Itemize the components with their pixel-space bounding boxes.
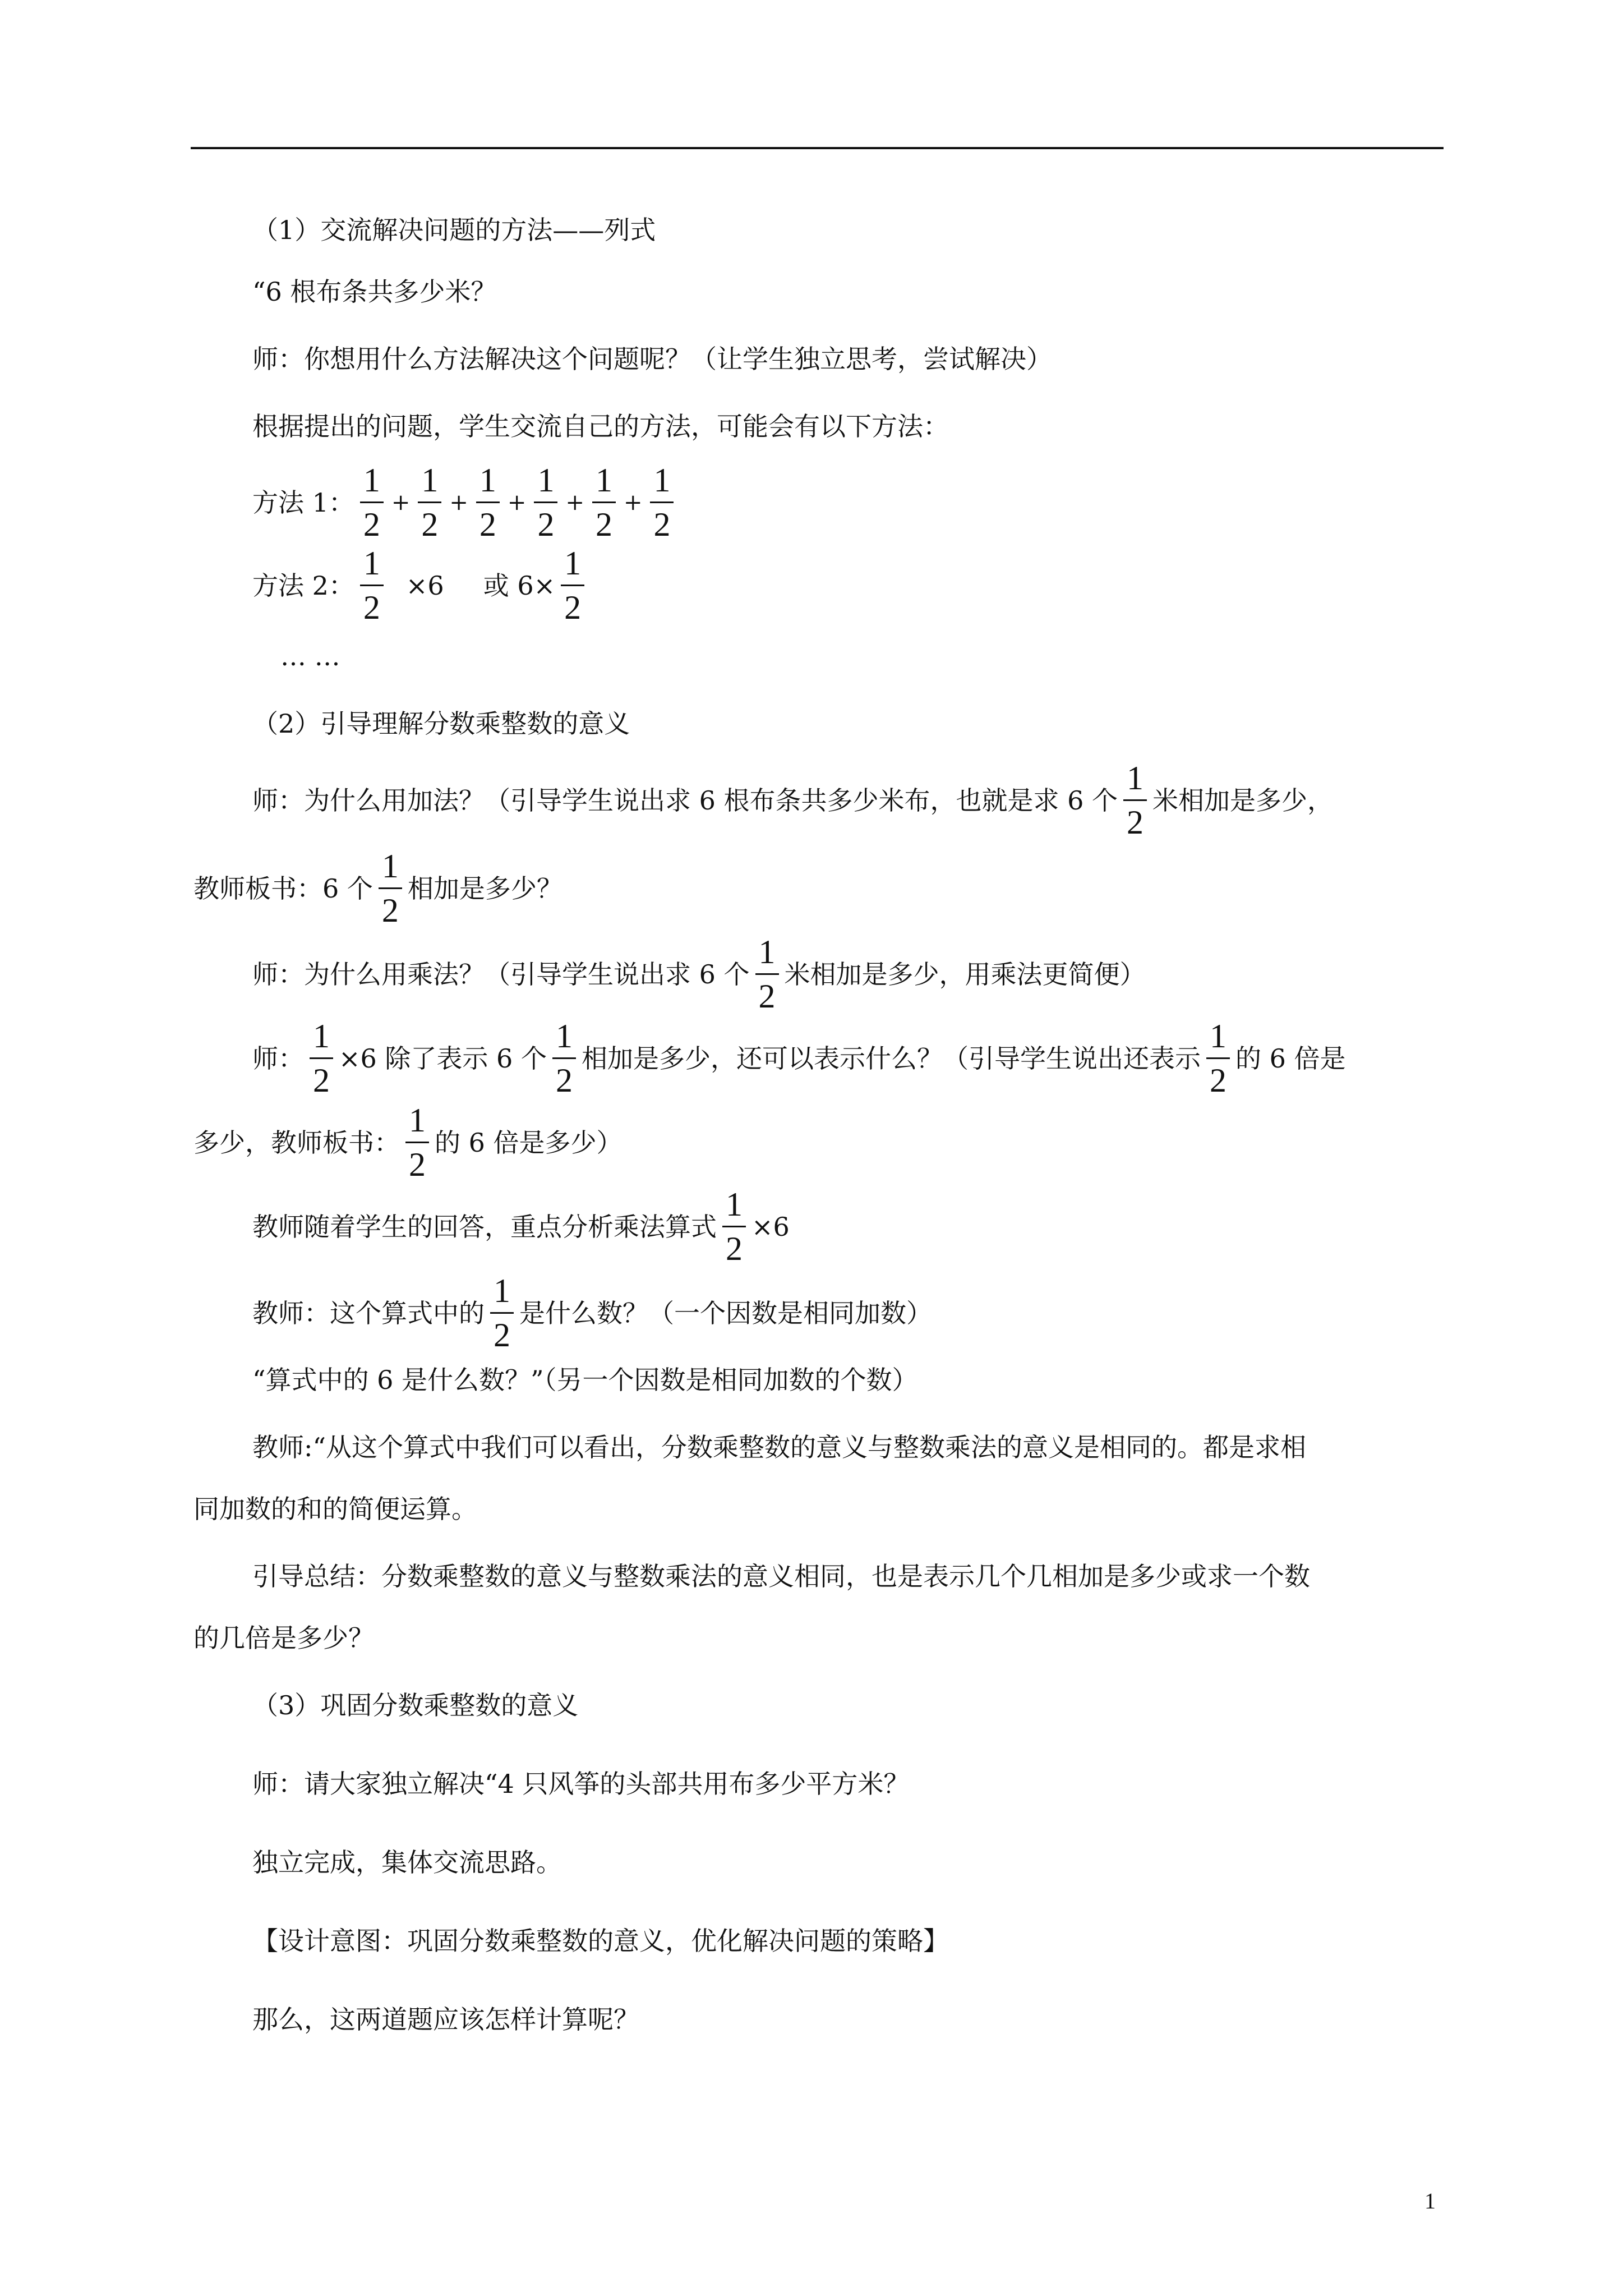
board-note-2: 多少，教师板书： $\frac{1}{2}$ 的 6 倍是多少） — [193, 1102, 623, 1183]
fraction-half: $\frac{1}{2}$ — [476, 463, 500, 541]
fraction-half: $\frac{1}{2}$ — [650, 463, 674, 541]
method-1: 方法 1： $\frac{1}{2}$ + $\frac{1}{2}$ + $\frac{1}{2}$ + $\frac{1}{2}$ + $\frac{1}{2}$ + $\frac{1}{2}$ — [252, 463, 679, 541]
fraction-half: $\frac{1}{2}$ — [552, 1019, 576, 1097]
heading-3: （3）巩固分数乘整数的意义 — [252, 1690, 579, 1720]
heading-2: （2）引导理解分数乘整数的意义 — [252, 708, 630, 739]
teacher-addition-question: 师：为什么用加法？（引导学生说出求 6 根布条共多少米布，也就是求 6 个 $\frac{1}{2}$ 米相加是多少， — [252, 760, 1334, 841]
fraction-half: $\frac{1}{2}$ — [360, 546, 384, 624]
fraction-half: $\frac{1}{2}$ — [534, 463, 557, 541]
fraction-half: $\frac{1}{2}$ — [592, 463, 616, 541]
analysis-line: 教师随着学生的回答，重点分析乘法算式 $\frac{1}{2}$ ×6 — [252, 1186, 790, 1267]
method-2: 方法 2： $\frac{1}{2}$ ×6 或 6× $\frac{1}{2}$ — [252, 546, 590, 624]
closing-question: 那么，这两道题应该怎样计算呢？ — [252, 2004, 639, 2035]
fraction-half: $\frac{1}{2}$ — [379, 849, 402, 927]
plus-sign: + — [391, 489, 411, 516]
teacher-meaning-question: 师： $\frac{1}{2}$ ×6 除了表示 6 个 $\frac{1}{2}$ 相加是多少，还可以表示什么？（引导学生说出还表示 $\frac{1}{2}$ 的 6 倍是 — [252, 1018, 1346, 1099]
summary-cont: 的几倍是多少？ — [193, 1623, 374, 1653]
intro-methods: 根据提出的问题，学生交流自己的方法，可能会有以下方法： — [252, 411, 949, 441]
fraction-half: $\frac{1}{2}$ — [418, 463, 441, 541]
fraction-half: $\frac{1}{2}$ — [755, 935, 779, 1013]
ellipsis: … … — [280, 641, 340, 671]
board-note-1: 教师板书：6 个 $\frac{1}{2}$ 相加是多少？ — [193, 848, 562, 929]
plus-sign: + — [623, 489, 643, 516]
plus-sign: + — [507, 489, 527, 516]
fraction-half: $\frac{1}{2}$ — [360, 463, 384, 541]
teacher-question: 师：你想用什么方法解决这个问题呢？（让学生独立思考，尝试解决） — [252, 344, 1052, 374]
plus-sign: + — [449, 489, 468, 516]
teacher-task: 师：请大家独立解决“4 只风筝的头部共用布多少平方米？ — [252, 1769, 910, 1799]
fraction-half: $\frac{1}{2}$ — [310, 1019, 333, 1097]
fraction-half: $\frac{1}{2}$ — [722, 1188, 746, 1266]
page-number: 1 — [1424, 2188, 1436, 2214]
factor-question-2: “算式中的 6 是什么数？”（另一个因数是相同加数的个数） — [252, 1365, 918, 1395]
fraction-half: $\frac{1}{2}$ — [1206, 1019, 1230, 1097]
fraction-half: $\frac{1}{2}$ — [405, 1103, 429, 1181]
teacher-explanation-cont: 同加数的和的简便运算。 — [193, 1494, 477, 1524]
plus-sign: + — [565, 489, 584, 516]
factor-question-1: 教师：这个算式中的 $\frac{1}{2}$ 是什么数？（一个因数是相同加数） — [252, 1272, 932, 1354]
independent-work: 独立完成，集体交流思路。 — [252, 1847, 562, 1878]
summary: 引导总结：分数乘整数的意义与整数乘法的意义相同，也是表示几个几相加是多少或求一个数 — [252, 1561, 1310, 1591]
design-intent: 【设计意图：巩固分数乘整数的意义，优化解决问题的策略】 — [252, 1926, 949, 1956]
fraction-half: $\frac{1}{2}$ — [561, 546, 584, 624]
heading-1: （1）交流解决问题的方法——列式 — [252, 215, 656, 245]
header-rule — [191, 147, 1444, 149]
fraction-half: $\frac{1}{2}$ — [490, 1274, 514, 1352]
teacher-multiplication-question: 师：为什么用乘法？（引导学生说出求 6 个 $\frac{1}{2}$ 米相加是多少，用乘法更简便） — [252, 933, 1146, 1015]
teacher-explanation: 教师:“从这个算式中我们可以看出，分数乘整数的意义与整数乘法的意义是相同的。都是求相 — [252, 1432, 1307, 1462]
question-text: “6 根布条共多少米？ — [252, 277, 497, 307]
fraction-half: $\frac{1}{2}$ — [1123, 761, 1147, 839]
